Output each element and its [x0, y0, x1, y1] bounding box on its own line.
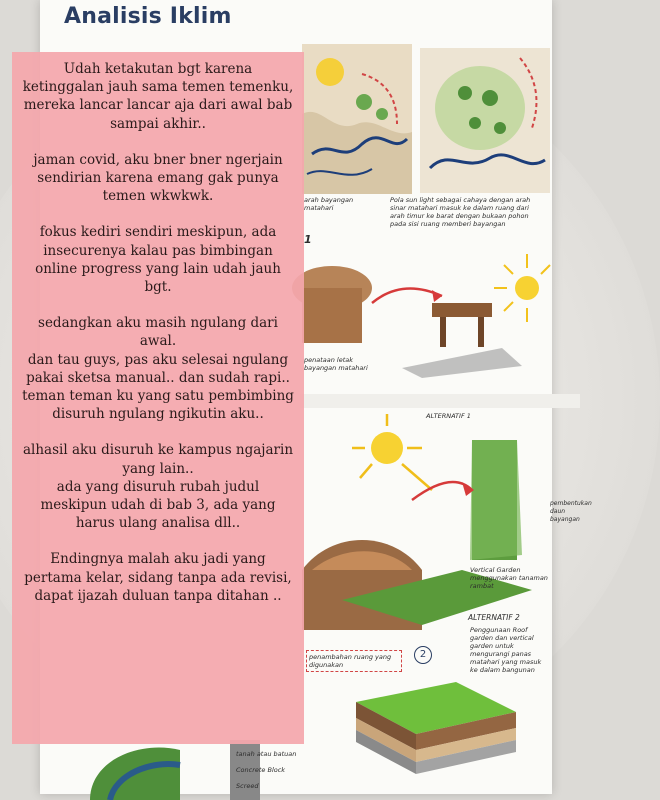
legend-soil: tanah atau batuan — [236, 750, 297, 758]
note-sun-light: Pola sun light sebagai cahaya dengan arah sinar matahari masuk ke dalam ruang dari arah timur ke barat dengan bukaan pohon pada sisi ruang memberi bayangan — [390, 196, 531, 228]
note-leaf-shadow: pembentukan daun bayangan — [550, 500, 592, 523]
alternative-1-sketch — [302, 420, 552, 630]
section-1-label: 1 — [304, 233, 312, 246]
roof-garden-section-sketch — [336, 672, 526, 782]
alternative-2-label: ALTERNATIF 2 — [468, 613, 520, 622]
caption-paragraph-5: alhasil aku disuruh ke kampus ngajarin yang lain.. ada yang disuruh rubah judul meskipun udah di bab 3, ada yang harus ulang analisa dll.. — [22, 442, 294, 532]
caption-paragraph-3: fokus kediri sendiri meskipun, ada insecurenya kalau pas bimbingan online progress yang lain udah jauh bgt. — [35, 224, 281, 296]
document-title: Analisis Iklim — [64, 4, 232, 29]
caption-paragraph-6: Endingnya malah aku jadi yang pertama kelar, sidang tanpa ada revisi, dapat ijazah duluan tanpa ditahan .. — [24, 551, 292, 604]
note-roof-garden: Penggunaan Roof garden dan vertical garden untuk mengurangi panas matahari yang masuk ke dalam bangunan — [470, 626, 542, 674]
note-vertical-garden: Vertical Garden menggunakan tanaman rambat — [470, 566, 548, 590]
story-caption-box — [12, 52, 304, 744]
site-map-sketch-left — [302, 44, 412, 194]
caption-paragraph-2: jaman covid, aku bner bner ngerjain sendirian karena emang gak punya temen wkwkwk. — [33, 151, 283, 205]
note-shadow-placement: penataan letak bayangan matahari — [304, 356, 368, 372]
caption-paragraph-1: Udah ketakutan bgt karena ketinggalan jauh sama temen temenku, mereka lancar lancar aja dari awal bab sampai akhir.. — [22, 61, 294, 132]
legend-concrete: Concrete Block — [236, 766, 286, 774]
note-added-space: penambahan ruang yang digunakan — [306, 650, 402, 672]
legend-screed: Screed — [236, 782, 259, 790]
page-divider — [300, 394, 580, 408]
site-map-sketch-right — [420, 48, 550, 193]
caption-paragraph-4: sedangkan aku masih ngulang dari awal. dan tau guys, pas aku selesai ngulang pakai sketsa manual.. dan sudah rapi.. teman teman ku yang satu pembimbing disuruh ngulang ngikutin aku.. — [22, 315, 294, 423]
note-shadow-direction: arah bayangan matahari — [304, 196, 354, 212]
alternative-1-label: ALTERNATIF 1 — [426, 412, 471, 420]
alternative-2-badge: 2 — [414, 646, 432, 664]
roof-section-partial-sketch — [60, 740, 260, 800]
